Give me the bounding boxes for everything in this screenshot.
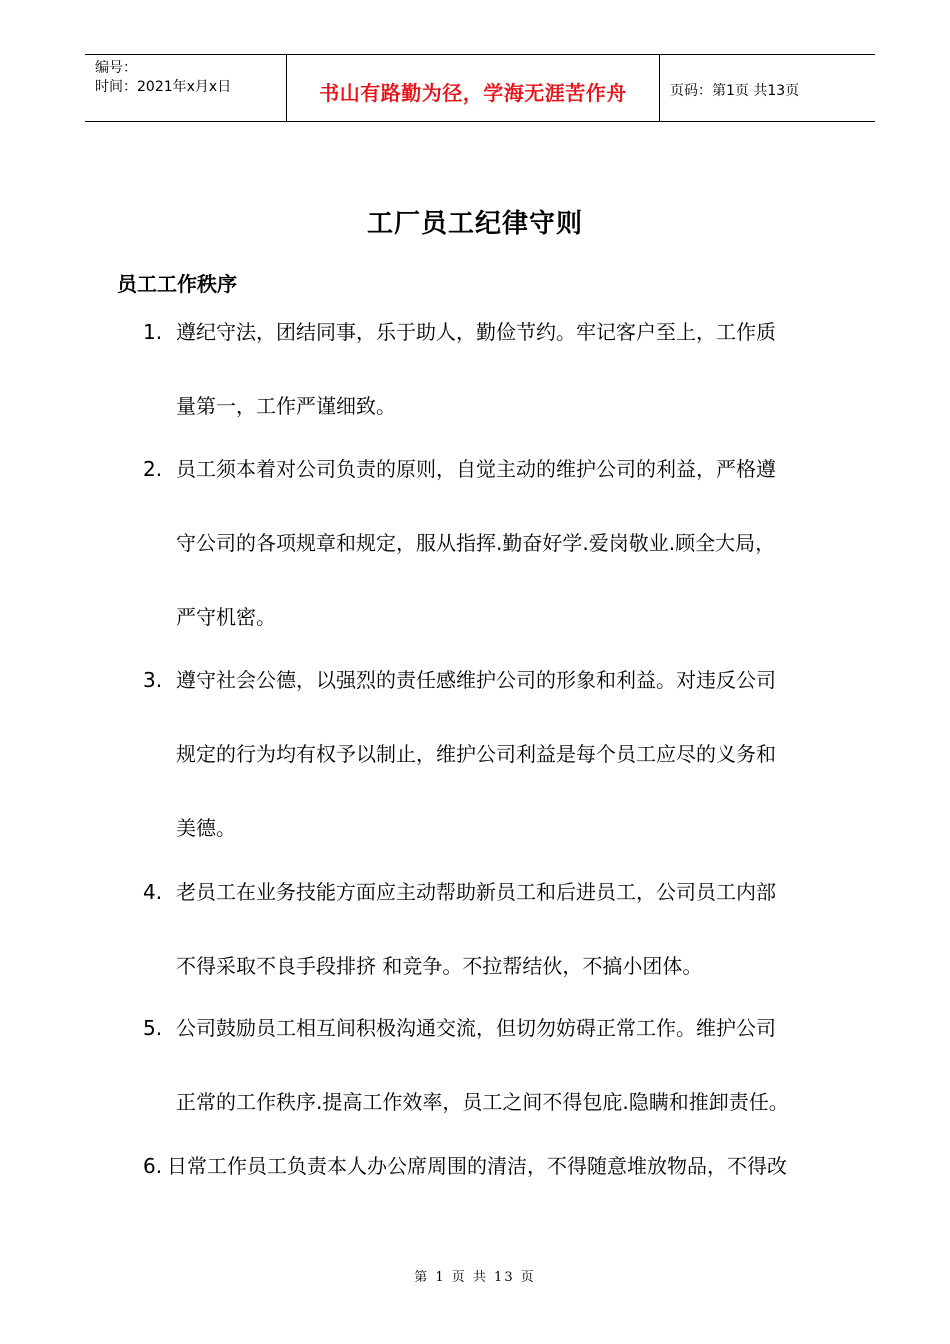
rule-line: 老员工在业务技能方面应主动帮助新员工和后进员工，公司员工内部	[176, 880, 776, 904]
rule-line: 量第一，工作严谨细致。	[176, 394, 396, 418]
rule-line: 守公司的各项规章和规定，服从指挥.勤奋好学.爱岗敬业.顾全大局，	[176, 531, 776, 555]
header-meta	[95, 59, 231, 97]
rule-number: 5.	[143, 1016, 163, 1040]
rule-line: 日常工作员工负责本人办公席周围的清洁，不得随意堆放物品，不得改	[167, 1154, 787, 1178]
rule-line: 美德。	[176, 816, 236, 840]
rule-line: 员工须本着对公司负责的原则，自觉主动的维护公司的利益，严格遵	[176, 457, 776, 481]
header-motto: 书山有路勤为径，学海无涯苦作舟	[319, 81, 627, 105]
section-title: 员工工作秩序	[117, 272, 237, 296]
time-label: 时间：2021年x月x日	[95, 79, 232, 95]
header-page-info: 页码：第1页 共13页	[670, 83, 800, 99]
document-title: 工厂员工纪律守则	[366, 209, 583, 239]
page-header	[85, 54, 875, 122]
rule-number: 1.	[143, 320, 163, 344]
rule-number: 4.	[143, 880, 163, 904]
rule-number: 6.	[143, 1154, 163, 1178]
rule-line: 遵纪守法，团结同事，乐于助人，勤俭节约。牢记客户至上，工作质	[176, 320, 776, 344]
rule-line: 严守机密。	[176, 605, 276, 629]
rule-number: 2.	[143, 457, 163, 481]
rule-line: 正常的工作秩序.提高工作效率，员工之间不得包庇.隐瞒和推卸责任。	[176, 1090, 789, 1114]
rule-line: 公司鼓励员工相互间积极沟通交流，但切勿妨碍正常工作。维护公司	[176, 1016, 776, 1040]
rule-line: 遵守社会公德，以强烈的责任感维护公司的形象和利益。对违反公司	[176, 668, 776, 692]
serial-label: 编号：	[95, 60, 137, 76]
rule-number: 3.	[143, 668, 163, 692]
rule-line: 不得采取不良手段排挤 和竞争。不拉帮结伙，不搞小团体。	[176, 954, 703, 978]
header-divider	[659, 55, 660, 122]
page-footer: 第 1 页 共 13 页	[414, 1270, 536, 1285]
rule-line: 规定的行为均有权予以制止，维护公司利益是每个员工应尽的义务和	[176, 742, 776, 766]
